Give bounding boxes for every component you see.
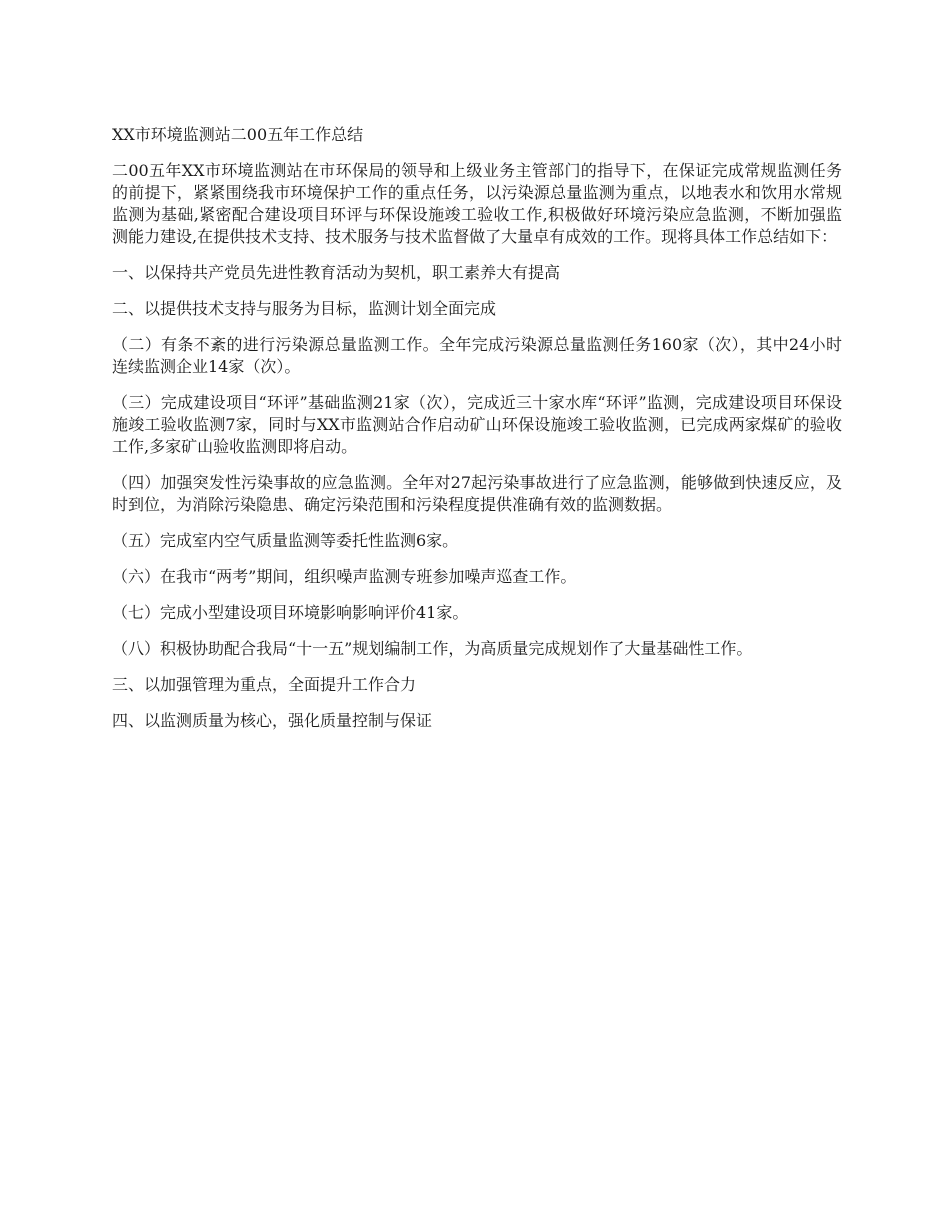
item-paragraph-4: （四）加强突发性污染事故的应急监测。全年对27起污染事故进行了应急监测，能够做到快速反应，及时到位，为消除污染隐患、确定污染范围和污染程度提供准确有效的监测数据。	[112, 473, 842, 514]
item-paragraph-2: （二）有条不紊的进行污染源总量监测工作。全年完成污染源总量监测任务160家（次），其中24小时连续监测企业14家（次）。	[112, 335, 842, 376]
item-paragraph-7: （七）完成小型建设项目环境影响影响评价41家。	[112, 603, 469, 622]
section-heading-2: 二、以提供技术支持与服务为目标，监测计划全面完成	[112, 299, 497, 318]
section-heading-4: 四、以监测质量为核心，强化质量控制与保证	[112, 711, 433, 730]
item-paragraph-3: （三）完成建设项目“环评”基础监测21家（次），完成近三十家水库“环评”监测，完成建设项目环保设施竣工验收监测7家，同时与XX市监测站合作启动矿山环保设施竣工验收监测，已完成两家煤矿的验收工作,多家矿山验收监测即将启动。	[112, 393, 842, 456]
intro-paragraph: 二00五年XX市环境监测站在市环保局的领导和上级业务主管部门的指导下，在保证完成常规监测任务的前提下，紧紧围绕我市环境保护工作的重点任务，以污染源总量监测为重点，以地表水和饮用水常规监测为基础,紧密配合建设项目环评与环保设施竣工验收工作,积极做好环境污染应急监测，不断加强监测能力建设,在提供技术支持、技术服务与技术监督做了大量卓有成效的工作。现将具体工作总结如下：	[112, 161, 842, 246]
section-heading-3: 三、以加强管理为重点，全面提升工作合力	[112, 675, 417, 694]
document-body	[112, 124, 842, 746]
item-paragraph-6: （六）在我市“两考”期间，组织噪声监测专班参加噪声巡查工作。	[112, 567, 577, 586]
document-title: XX市环境监测站二00五年工作总结	[112, 125, 364, 144]
section-heading-1: 一、以保持共产党员先进性教育活动为契机，职工素养大有提高	[112, 263, 561, 282]
item-paragraph-8: （八）积极协助配合我局“十一五”规划编制工作，为高质量完成规划作了大量基础性工作。	[112, 639, 753, 658]
item-paragraph-5: （五）完成室内空气质量监测等委托性监测6家。	[112, 531, 459, 550]
